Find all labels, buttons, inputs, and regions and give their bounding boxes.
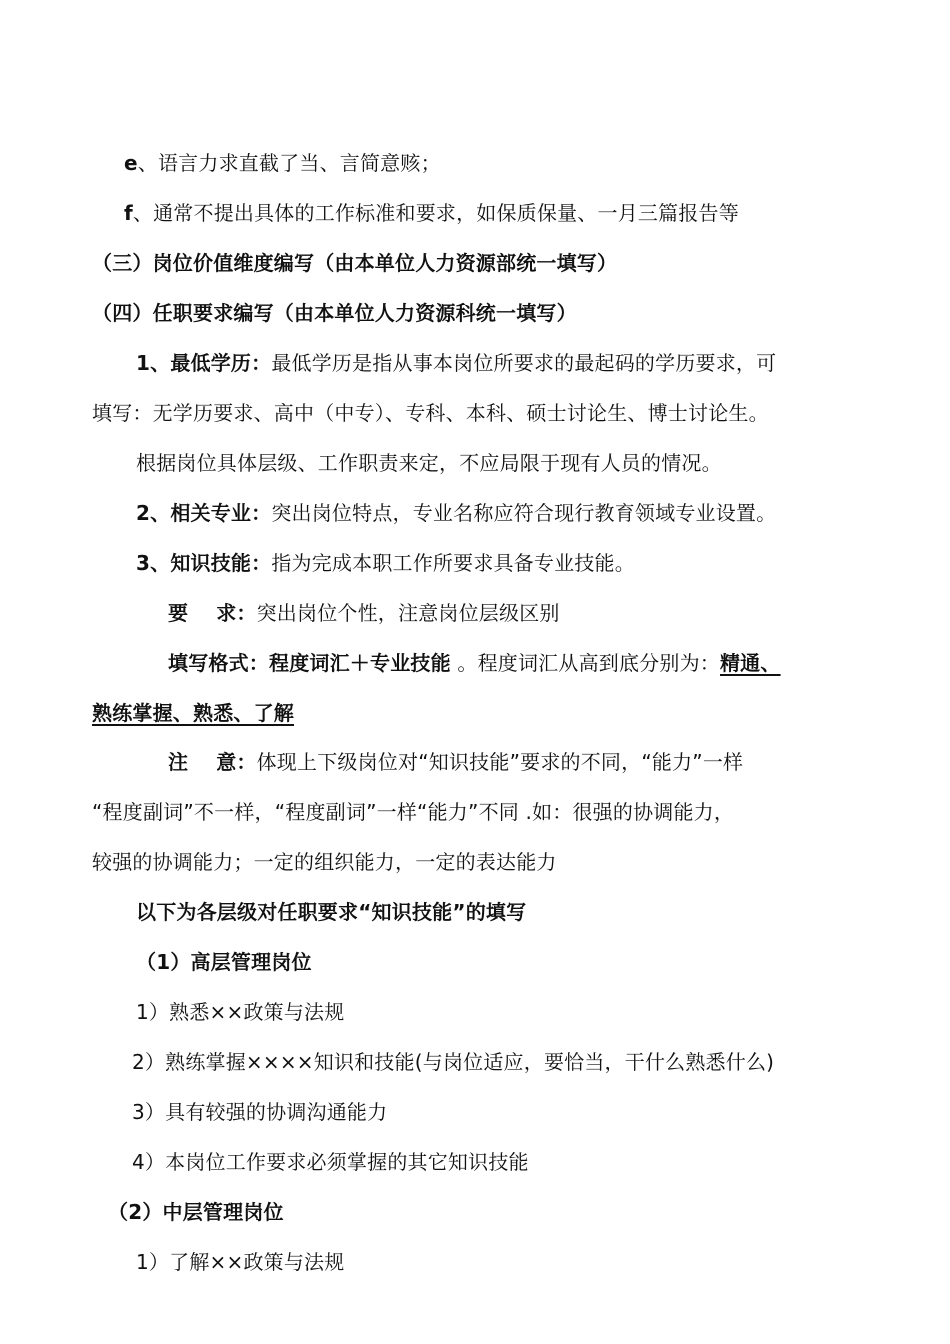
intro-line: 以下为各层级对任职要求“知识技能”的填写 <box>136 900 527 924</box>
requirement-line <box>168 600 560 626</box>
format-line <box>168 650 781 676</box>
note-label-a: 注 <box>168 750 189 774</box>
senior-item-2: 2）熟练掌握××××知识和技能(与岗位适应，要恰当，干什么熟悉什么) <box>132 1050 775 1074</box>
item-2 <box>136 500 776 526</box>
item-e <box>124 150 441 176</box>
item-e-label: e <box>124 151 138 175</box>
item-1-note: 根据岗位具体层级、工作职责来定，不应局限于现有人员的情况。 <box>136 451 722 475</box>
item-1-text: 最低学历是指从事本岗位所要求的最起码的学历要求，可 <box>271 351 777 375</box>
item-2-label: 2、相关专业： <box>136 501 272 525</box>
format-text: 。程度词汇从高到底分别为： <box>450 651 720 675</box>
senior-title: （1）高层管理岗位 <box>136 950 312 974</box>
item-1 <box>136 350 776 376</box>
item-f-text: 、通常不提出具体的工作标准和要求，如保质保量、一月三篇报告等 <box>132 201 739 225</box>
item-2-text: 突出岗位特点，专业名称应符合现行教育领域专业设置。 <box>271 501 777 525</box>
senior-item-4: 4）本岗位工作要求必须掌握的其它知识技能 <box>132 1150 529 1174</box>
note-continuation-2: 较强的协调能力；一定的组织能力，一定的表达能力 <box>92 850 557 874</box>
item-3 <box>136 550 635 576</box>
format-levels-1: 精通、 <box>719 651 781 675</box>
senior-item-1: 1）熟悉××政策与法规 <box>136 1000 345 1024</box>
item-3-text: 指为完成本职工作所要求具备专业技能。 <box>271 551 635 575</box>
note-text: 体现上下级岗位对“知识技能”要求的不同，“能力”一样 <box>256 750 744 774</box>
requirement-label-a: 要 <box>168 601 189 625</box>
section-4-heading: （四）任职要求编写（由本单位人力资源科统一填写） <box>92 301 577 325</box>
note-label-b: 意： <box>216 750 257 774</box>
item-f <box>124 200 739 226</box>
format-levels-2: 熟练掌握、熟悉、了解 <box>92 701 294 725</box>
senior-item-3: 3）具有较强的协调沟通能力 <box>132 1100 388 1124</box>
item-3-label: 3、知识技能： <box>136 551 272 575</box>
format-label: 填写格式：程度词汇＋专业技能 <box>168 651 451 675</box>
section-3-heading: （三）岗位价值维度编写（由本单位人力资源部统一填写） <box>92 251 618 275</box>
item-1-continuation: 填写：无学历要求、高中（中专）、专科、本科、硕士讨论生、博士讨论生。 <box>92 401 769 425</box>
requirement-label-b: 求： <box>216 601 257 625</box>
middle-title: （2）中层管理岗位 <box>108 1200 284 1224</box>
requirement-text: 突出岗位个性，注意岗位层级区别 <box>256 601 560 625</box>
item-1-label: 1、最低学历： <box>136 351 272 375</box>
item-e-text: 、语言力求直截了当、言简意赅； <box>137 151 441 175</box>
note-continuation: “程度副词”不一样，“程度副词”一样“能力”不同 .如：很强的协调能力， <box>92 800 735 824</box>
note-line <box>168 749 743 775</box>
item-f-label: f <box>124 201 133 225</box>
middle-item-1: 1）了解××政策与法规 <box>136 1250 345 1274</box>
